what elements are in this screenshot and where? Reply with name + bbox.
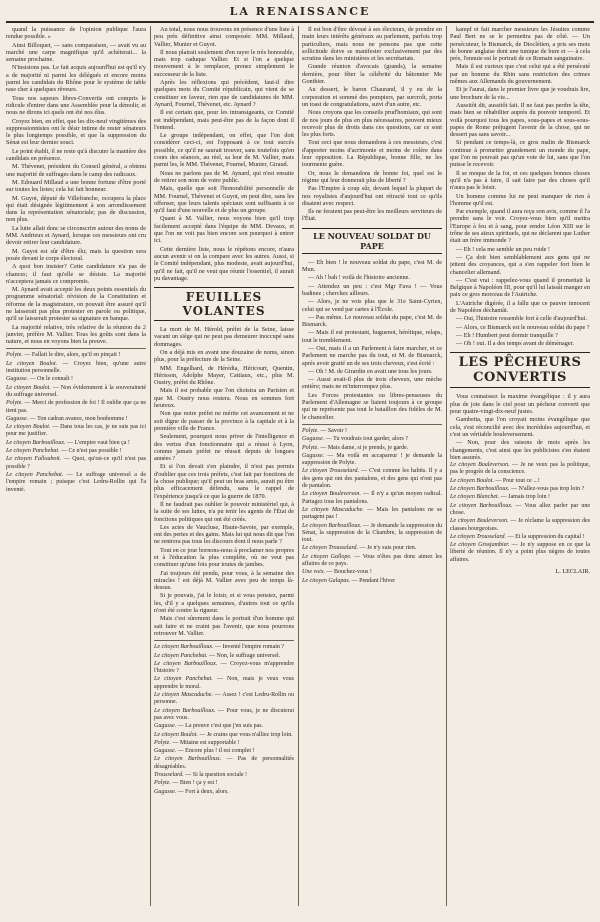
speech-text: Je ne veux pas la politique, pas le progrès de la conscience. [450, 462, 590, 476]
paragraph: — Oui, l'histoire ressemble fort à celle d'aujourd'hui. [456, 315, 588, 323]
speech-text: N'allez-vous pas trop loin ? [518, 486, 585, 493]
paragraph: N'insistons pas. Le fait acquis aujourd'hui est qu'il n'y a de majorité ni parmi les délégués et encore moins parmi les candidats du Rhône pour le système de table rase cher à quelques rêveurs. [6, 64, 146, 94]
paragraph: La lutte allait donc se circonscrire autour des noms de MM. Andrieux et Aynard, lorsque ces messieurs ont cru devoir retirer leur candidature. [6, 224, 146, 247]
speech-text: Je n'y suppose en ce que la liberté de réunion. Il n'y a point plus nègres de toutes affaires. [450, 542, 590, 563]
speaker-name: Le citoyen Mascaduche. [302, 506, 364, 513]
speaker-name: Le citoyen Barbouilloux. [154, 660, 218, 667]
paragraph: — Eh bien ! le nouveau soldat du pape, c'est M. de Mun. [302, 258, 442, 274]
dialogue-line: Une voix. — Bouchez-vous ! [302, 569, 372, 576]
dialogue-line: Le citoyen Barbouilloux. — N'allez-vous pas trop loin ? [450, 486, 585, 493]
speech-text: Il n'y a qu'un moyen radical. Partagez tous les pantalons. [302, 491, 442, 505]
dialogue-line: Gugusse. — Encore plus ! il est complet ! [154, 748, 255, 755]
paragraph: Le groupe indépendant, on effet, que l'on doit considérer ceci-ci, est l'opposant à ce tout succès possible, ce qu'il ne saurait trouver, sans toutefois qu'en cours des séances, au réel, sa leur de M. Vallier, mais parmi les, le MM. Thévenet, Fournel, Munier, Giraud. [154, 132, 294, 169]
speech-text: Quoi, qu'est-ce qu'il n'est pas possible ? [6, 456, 146, 470]
paragraph: Ils ne feraient pas peut-être les meilleurs serviteurs de l'État. [302, 208, 442, 223]
dialogue-line: Le citoyen Trousselard. — Et la suppression du capital ! [450, 533, 585, 540]
dialogue-line: Polyte. — Merci de profession de foi ! Il oublie que ça ne tient pas. [6, 400, 146, 414]
speaker-name: Le citoyen Barbouilloux. [450, 486, 510, 493]
speaker-name: Le citoyen Panchebat. [154, 676, 213, 683]
speech-text: Dans tous les cas, je ne suis pas ici pour me justifier. [6, 424, 146, 438]
speech-text: Ton cadran avance, mon bonhomme ! [37, 415, 128, 422]
speech-text: Bouchez-vous ! [334, 569, 372, 576]
paragraph: Tous nos sapeurs libres-Convertis ont compris le ridicule d'entrer dans une Assemblée pour la démolir, et nous ne dirons ici quels ont été nos élus. [6, 94, 146, 117]
speaker-name: Polyte. [154, 739, 171, 746]
dialogue-line: Trousselard. — Si la question sociale ! [154, 772, 248, 779]
speech-text: On le connaît ! [37, 376, 73, 383]
speech-text: Je crains que vous n'alliez trop loin. [206, 731, 293, 738]
column-rule [446, 26, 447, 906]
speaker-name: Le citoyen Trousselard. [450, 533, 507, 540]
paragraph: Gambetta, que l'on croyait moins évangélique que cela, s'est réconcilié avec des incrédules aujourd'hui, et c'est un véritable bouleversement. [450, 416, 590, 438]
masthead-rule [6, 21, 594, 23]
paragraph: Vous connaissez la maxime évangélique : il y aura plus de joie dans le ciel pour un pécheur converti que pour quatre-vingt-dix-neuf justes. [450, 393, 590, 416]
column-4 [450, 26, 590, 906]
speech-text: Je réclame la suppression des classes bourgeoises. [450, 518, 590, 532]
speech-text: Croyez-vous m'apprendre l'histoire ? [154, 660, 294, 675]
paragraph: M. Guyot, député de Villefranche, occupera la place qui était désignée légitimement à son arrondissement dans la représentation sénatoriale; pas de discussion, non plus. [6, 194, 146, 224]
paragraph: Mais il est probable que l'on choisira un Parisien et que M. Oustry nous restera. Nous en sommes fort heureux. [154, 387, 294, 410]
paragraph: M. Guyot est sûr d'être élu; mais la question sera posée devant le corps électoral. [6, 247, 146, 262]
dialogue-line: Le citoyen Trousselard. — Je n'y suis pour rien. [302, 545, 417, 552]
column-4-text [450, 26, 590, 347]
column-1 [6, 26, 146, 906]
speech-text: Pour tout ce ...! [502, 477, 540, 484]
speech-text: Ce n'est pas possible ! [68, 448, 122, 455]
dialogue-line: Le citoyen Barbouilloux. — Je demande la suppression du Sénat, la suppression de la Chambre, la suppression de tout. [302, 522, 442, 544]
dialogue-line: Le citoyen Bouleverson. — Il n'y a qu'un moyen radical. Partagez tous les pantalons. [302, 491, 442, 505]
paragraph: Il nous plairait seulement d'en rayer le très honorable, mais trop caduque Vallier. Et si l'on a quelque mouvement à le remplacer, prenez simplement le successeur de la liste. [154, 48, 294, 78]
speech-text: Vous allez parler par une chose. [450, 502, 590, 516]
dialogue-line: Le citoyen Boulot. — Pour tout ce ...! [450, 477, 540, 484]
dialogue-line: Polyte. — Bien ! ça y est ! [154, 780, 218, 787]
speaker-name: Le citoyen Panchebat. [6, 471, 64, 478]
dialogue-line: Le citoyen Panchebat. — Le suffrage universel a de l'empire romain ; puisque c'est Ledru-Rollin qui l'a inventé. [6, 471, 146, 493]
speech-text: Mitaine est supportable ! [179, 739, 240, 746]
speaker-name: Gugusse. [154, 748, 177, 755]
column-2-text [154, 26, 294, 282]
speaker-name: Le citoyen Barbouilloux. [154, 707, 216, 714]
speaker-name: Le citoyen Barbouilloux. [154, 644, 214, 651]
speaker-name: Gugusse. [6, 415, 29, 422]
dialogue-line: Le citoyen Panchebat. — Non, le suffrage universel. [154, 652, 281, 659]
speaker-name: Le citoyen Bouleverson. [450, 462, 510, 469]
column-1-dialogue [6, 352, 146, 493]
speaker-name: Le citoyen Panchebat. [154, 652, 208, 659]
dialogue-line: Le citoyen Boulot. — Dans tous les cas, je ne suis pas ici pour me justifier. [6, 424, 146, 438]
speaker-name: Polyte. [302, 427, 319, 434]
speaker-name: Polyte. [6, 400, 23, 407]
speaker-name: Le citoyen Boulot. [154, 731, 198, 738]
paragraph: On a déjà mis en avant une douzaine de noms, sinon plus, pour la préfecture de la Seine. [154, 348, 294, 364]
speech-text: Savoir ! [327, 427, 347, 434]
dialogue-line: Le citoyen Panchebat. — Non, mais je veux vous apprendre le moral. [154, 676, 294, 690]
paragraph: Le point établi, il ne reste qu'à discuter la manière des candidats en présence. [6, 147, 146, 163]
speech-text: Fort à deux, alors. [185, 788, 229, 795]
speech-text: Fallait le dire, alors, qu'il en pinçait ! [31, 352, 121, 359]
dialogue-line: Le citoyen Bouleverson. — Je ne veux pas la politique, pas le progrès de la conscience. [450, 462, 590, 476]
masthead: LA RENAISSANCE [229, 5, 371, 18]
paragraph: Non que notre préfet ne mérite cet avancement et ne soit digne de passer de la province à la capitale et à la première ville de France. [154, 410, 294, 432]
speech-text: Mais les pantalons ne se partagent pas ! [302, 506, 442, 521]
dialogue-line: Le citoyen Galapas. — Pendant l'hiver [302, 577, 396, 584]
dialogue-line: Le citoyen Panchebat. — Ce n'est pas possible ! [6, 448, 122, 455]
paragraph: Les actes de Vaucluse, Haute-Savoie, par exemple, ont des pertes et des gains. Mais lui qui nous dit que l'on ne rentrera pas tous les discours dont il nous parle ? [154, 523, 294, 546]
paragraph: Après les réflexions qui précèdent, faut-il dire quelques mots du Comité républicain, qui vient de se constituer en faveur, rien que de candidatures de MM. Aynard, Fournel, Thévenet, etc. Aynard ? [154, 79, 294, 108]
paragraph: — Oh ! M. de Girardin en avait une tous les jours. [308, 367, 433, 375]
speaker-name: Polyte. [6, 352, 23, 359]
speaker-name: Trousselard. [154, 772, 184, 779]
speaker-name: Gugusse. [302, 452, 325, 459]
paragraph: Il est bon d'être dévoué à ses électeurs, de prendre en main leurs intérêts généraux au parlement, parfois trop particuliers, mais nous ne pensons pas que cette sollicitude doive se manifester exclusivement par des scrutins dans les ministères et les secrétariats. [302, 26, 442, 63]
paragraph: MM. Engelhard, de Hérédia, Héricourt, Quentin, Hérisson, Adolphe Mayer, Cattiaux, etc., plus M. Oustry, préfet du Rhône. [154, 364, 294, 387]
speaker-name: Le citoyen Boulot. [6, 424, 51, 431]
paragraph: Seulement, pourquoi nous priver de l'intelligence et des vertus d'un fonctionnaire qui a réussi à Lyon, comme jamais préfet ne réussit depuis de longues années ? [154, 433, 294, 463]
paragraph: Tout ceci que nous demandons à ces messieurs, c'est d'apporter moins d'acrimonie et moins de colère dans leur opposition. La République, bonne fille, ne les tourmente guère. [302, 139, 442, 169]
paragraph: Si je pouvais, j'ai le loisir, et si vous pensiez, parmi les, d'il y a quelques semaines, d'autres tout ce qu'ils n'ont été contre la rigueur. [154, 592, 294, 615]
speaker-name: Le citoyen Mascaduche. [154, 692, 213, 699]
column-rule [298, 26, 299, 906]
dialogue-line: Le citoyen Barbouilloux. — Inventé l'empire romain ? [154, 644, 285, 651]
dialogue-line: Le citoyen Barbouilloux. — Pas de personnalités désagréables. [154, 756, 294, 770]
paragraph: Mais il est curieux que c'est celui qui a été persécuté par un homme du Rhin sans restriction des crimes mêmes aux Allemands du gouvernement. [450, 63, 590, 86]
speech-text: Encore plus ! il est complet ! [185, 748, 255, 755]
dialogue-line: Le citoyen Barbouilloux. — Vous allez parler par une chose. [450, 502, 590, 516]
paragraph: — Aussi avait-il plus de trois cheveux, une mèche entière; mais ne m'interrompez plus. [302, 376, 442, 391]
dialogue-line: Le citoyen Grosjambier. — Je n'y suppose en ce que la liberté de réunion. Il n'y a point plus nègres de toutes affaires. [450, 542, 590, 563]
paragraph: quand la puissance de l'opinion publique l'aura rendue possible. » [6, 26, 146, 41]
speaker-name: Le citoyen Bouleverson. [450, 518, 509, 525]
paragraph: Croyez bien, en effet, que les dix-neuf vingtièmes des suppressionnistes ont le désir intime de rester sénateurs le plus longtemps possible, et que la suppression du Sénat est leur dernier souci. [6, 117, 146, 147]
paragraph: Mais, quelle que soit l'honorabilité personnelle de MM. Fournel, Thévenet et Guyot, en peut dire, sans les offenser, que leurs talents spéciaux sont suffisants à ce qu'il faut d'une nouvelle et de plus un groupe. [154, 185, 294, 215]
speaker-name: Le citoyen Boulot. [450, 477, 494, 484]
dialogue-line: Le citoyen Boulot. — Croyez bien, qu'une autre institution personnelle. [6, 360, 146, 375]
speaker-name: Le citoyen Trousselard. [302, 545, 359, 552]
paragraph: Nous croyons que les conseils prud'homiaux, qui sont de nos jours de plus en plus nécessaires, peuvent mieux recevoir plus de droits dans ces questions, car ce sont les plus forts. [302, 109, 442, 139]
paragraph: Et je l'aurai, dans le premier livre que je voudrais lire, une brochure de la vie... [450, 86, 590, 101]
paragraph: — Attendez un peu : c'est Mgr Fava ! — Vous badinez ; cherchez ailleurs. [302, 282, 442, 297]
paragraph: Or, nous le demandons de bonne foi, quel est le régime qui leur donnerait plus de liberté ? [302, 169, 442, 184]
speaker-name: Le citoyen Panchebat. [6, 448, 60, 455]
speaker-name: Le citoyen Trousselard. [302, 468, 359, 475]
speaker-name: Gugusse. [302, 436, 325, 443]
speech-text: Le suffrage universel a de l'empire romain ; puisque c'est Ledru-Rollin qui l'a inventé. [6, 471, 146, 493]
speech-text: Et la suppression du capital ! [515, 533, 585, 540]
column-2 [154, 26, 294, 906]
speech-text: Non, mais je veux vous apprendre le moral. [154, 676, 294, 690]
dialogue-line: Le citoyen Trousselard. — C'est comme les habits. Il y a des gens qui ont des pantalons, et des gens qui n'ont pas de pantalon. [302, 468, 442, 490]
paragraph: kampf et fait marcher messieurs les Jésuites comme Paul Bert ne se le permettra pas de côté. — Un persécuteur, le Bismarck, de Dioclétien, a pris ses mots de bonne anglaise dont une tunique de bure et — à cela près, l'ennuie est le portrait de ce Romain sanguinaire. [450, 26, 590, 63]
paragraph: Cette dernière liste, nous le répétons encore, n'aura aucun avenir si on la compare avec les autres. Aussi, si le Comité indépendant, plus modeste, avait aujourd'hui, qu'il ne fait, qu'il ne veut que réunir l'essentiel, il aurait pu davantage. [154, 245, 294, 282]
section-title-soldat: LE NOUVEAU SOLDAT DU PAPE [302, 228, 442, 254]
speaker-name: Gugusse. [6, 376, 29, 383]
dialogue-line: Le citoyen Gallope. — Vous n'êtes pas donc aimez les affaires de ce pays. [302, 553, 442, 567]
paragraph: — Ça doit bien semblablement aux gens qui ne jettent des croyances, qui a s'en rappeler fort bien le chancelier allemand. [450, 253, 590, 276]
speaker-name: Le citoyen Galapas. [302, 577, 351, 584]
paragraph: M. Thévenet, président du Conseil général, a obtenu une majorité de suffrages dans le camp des radicaux. [6, 163, 146, 178]
paragraph: J'ai toujours été pendu, pour vous, à la semaine des miracles ! est déjà M. Vallier avec peu de temps là-dessus. [154, 569, 294, 592]
paragraph: Les Forces protestantes ou libres-penseuses du Parlement d'Allemagne se liaient toujours à ce groupe qui ne représente pas tout le bataillon des fidèles de M. le chancelier. [302, 391, 442, 421]
dialogue-line: Le citoyen Fallouboit. — Quoi, qu'est-ce qu'il n'est pas possible ? [6, 456, 146, 470]
speaker-name: Le citoyen Boulot. [6, 360, 58, 367]
paragraph: Nous ne parlons pas de M. Aynard, qui n'est ensuite de retirer son nom de votre public. [154, 169, 294, 184]
section-title-feuilles: FEUILLES VOLANTES [154, 287, 294, 321]
paragraph: — Alors, je ne vois plus que le 31e Saint-Cyrien, celui qui se vend par cartes à l'École. [302, 298, 442, 313]
paragraph: — Eh ! cela me semble un peu roide ! [456, 245, 550, 253]
speaker-name: Le citoyen Gallope. [302, 553, 352, 560]
dialogue-line: Le citoyen Barbouilloux. — Pour vous, je ne discuterai pas avec vous. [154, 707, 294, 721]
dialogue-line: Le citoyen Barbouilloux. — L'empire vaut bien ça ! [6, 439, 130, 446]
paragraph: — Mais il est protestant, huguenot, hérétique, relaps, tout le tremblement. [302, 329, 442, 344]
paragraph: Au total, nous nous trouvons en présence d'une liste à peu près définitive ainsi composée: MM. Millaud, Vallier, Munier et Guyot. [154, 26, 294, 48]
dialogue-line: Gugusse. — Ma voilà en accapareur ! je demande la suppression de Polyte. [302, 452, 442, 467]
paragraph: Il se moque de la foi, et ces quelques bonnes choses qu'il n'a pas à faire, il sait faire par des choses qu'il n'aura pas le loisir. [450, 169, 590, 192]
paragraph: Tout en ce jour bornons-nous à proclamer nos propres et à l'éducation la plus complète, où ne veut pas constituer qu'une fois pour toutes de jambes. [154, 546, 294, 569]
speaker-name: Le citoyen Barbouilloux. [450, 502, 513, 509]
speaker-name: Le citoyen Bouleverson. [302, 491, 361, 498]
paragraph: A quoi bon insister? Cette candidature n'a pas de chances; il faut qu'elle se désiste. La majorité n'acceptera jamais ce compromis. [6, 263, 146, 285]
dialogue-line: Le citoyen Mascaduche. — Assez ! c'est Ledru-Rollin ou personne. [154, 692, 294, 706]
paragraph: — Eh ! Humbert peut dormir tranquille ? [456, 331, 558, 339]
column-divider [302, 424, 442, 425]
speech-text: Bien ! ça y est ! [179, 780, 218, 787]
dialogue-line: Polyte. — Fallait le dire, alors, qu'il en pinçait ! [6, 352, 121, 359]
dialogue-line: Gugusse. — On le connaît ! [6, 376, 73, 383]
speaker-name: Polyte. [154, 780, 171, 787]
paragraph: Mais c'est sûrement dans le portrait d'un homme qui sait faire et ne craint pas l'avenir, que nous pourrons retrouver M. Vallier. [154, 615, 294, 637]
dialogue-line: Polyte. — Savoir ! [302, 427, 347, 434]
dialogue-line: Gugusse. — Tu voudrais tout garder, alors ? [302, 436, 408, 443]
speaker-name: Une voix. [302, 569, 325, 576]
dialogue-line: Polyte. — Mitaine est supportable ! [154, 739, 240, 746]
column-2-text-b [154, 326, 294, 637]
paragraph: Aussitôt dit, aussitôt fait. Il ne faut pas perdre la tête, mais bien se réhabiliter auprès du pouvoir temporel. Et voilà pourquoi tous les papes, sous-papes et sous-sous-papes de Rome préjugent l'avenir de la chose, qui ne dessert pas sans savoir... [450, 101, 590, 139]
paragraph: M. Edouard Millaud a une bonne fortune d'être porté sur toutes les listes; cela lui fait honneur. [6, 178, 146, 194]
speech-text: Non, le suffrage universel. [216, 652, 281, 659]
speech-text: Croyez bien, qu'une autre institution personnelle. [6, 360, 146, 375]
column-3-dialogue [302, 428, 442, 585]
speech-text: L'empire vaut bien ça ! [74, 439, 130, 446]
section-title-pecheurs: LES PÊCHEURS CONVERTIS [450, 352, 590, 388]
paragraph: Il ne faudrait pas oublier le pouvoir ministériel qui, à la suite de ses luttes, n'a pu tenir les agents de l'État de fonctions politiques qui ont été créés. [154, 500, 294, 523]
paragraph: L'Autriche digérée, il a fallu que ce pauvre innocent de Napoléon déchantât. [450, 299, 590, 314]
paragraph: — Pas même. Le nouveau soldat du pape, c'est M. de Bismarck. [302, 313, 442, 329]
speaker-name: Gugusse. [154, 723, 177, 730]
speech-text: C'est comme les habits. Il y a des gens qui ont des pantalons, et des gens qui n'ont pas de pantalon. [302, 468, 442, 490]
speech-text: Pour vous, je ne discuterai pas avec vous. [154, 707, 294, 721]
speech-text: Tu voudrais tout garder, alors ? [333, 436, 408, 443]
speaker-name: Le citoyen Boulot. [6, 384, 51, 391]
column-3-text [302, 26, 442, 223]
dialogue-line: Le citoyen Boulot. — Non évidemment à la souveraineté du suffrage universel. [6, 384, 146, 398]
speech-text: Assez ! c'est Ledru-Rollin ou personne. [154, 692, 294, 706]
speech-text: Merci de profession de foi ! Il oublie que ça ne tient pas. [6, 400, 146, 414]
paragraph: Par exemple, quand il aura reçu son avis, comme il l'a prendre sans le voir. Croyez-vous bien qu'il mettra l'Europe à feu et à sang, pour rendre Léon XIII sur le trône de ses aïeux spirituels, qui ne déclarent que Luther était un frère immonde ? [450, 208, 590, 245]
column-rule [150, 26, 151, 906]
speaker-name: Le citoyen Barbouilloux. [302, 522, 362, 529]
speaker-name: Le citoyen Barbouilloux. [6, 439, 66, 446]
paragraph: Un homme comme lui ne peut manquer de rien à l'homme qu'il est. [450, 192, 590, 207]
paragraph: — C'est vrai : rappelez-vous quand il promettait la Belgique à Napoléon III, pour qu'il lui laissât manger en paix ce gros morceau de l'Autriche. [450, 276, 590, 299]
speech-text: Jamais trop loin ! [508, 494, 550, 501]
paragraph: Ainsi Billoquet, — sans comparaison, — avait vu au marché une carpe magnifique qu'il achèterait... la semaine prochaine. [6, 41, 146, 64]
paragraph: — Ah ! bah ! voilà de l'histoire ancienne. [308, 274, 410, 282]
speaker-name: Le citoyen Fallouboit. [6, 456, 62, 463]
paragraph: La mort de M. Hérold, préfet de la Seine, laisse vacant un siège qui ne peut pas demeurer inoccupé sans dommages. [154, 326, 294, 348]
paragraph: Grande réunion d'avocats (grands), la semaine dernière, pour fêter la célébrité du bâtonnier Me Gonthier. [302, 63, 442, 86]
paragraph: Et si l'on devait s'en plaindre, il n'est pas permis d'oublier que ces trois préfets, c'est fait par fonctions de la chose publique; qu'il peut un bras amis, aurait pu être plus efficacement défendu, sans le rappel de l'expérience jusqu'à ce que la guerre de 1870. [154, 463, 294, 500]
paragraph: Au dessert, le baron Chaurand, il y eu de la corporation et sommé des pompiers, par surcroît, porta un toast de congratulations, suivi d'un autre, etc. [302, 86, 442, 108]
speech-text: Vous n'êtes pas donc aimez les affaires de ce pays. [302, 553, 442, 567]
speaker-name: Le citoyen Grosjambier. [450, 542, 510, 549]
speech-text: Si la question sociale ! [192, 772, 248, 779]
speech-text: Ma voilà en accapareur ! je demande la suppression de Polyte. [302, 452, 442, 467]
speech-text: Non évidemment à la souveraineté du suffrage universel. [6, 384, 146, 398]
speech-text: Pendant l'hiver [359, 577, 396, 584]
speaker-name: Le citoyen Barbouilloux. [154, 756, 222, 763]
column-4-text-b [450, 393, 590, 461]
paragraph: La majorité relative, très relative de la réunion du 2 janvier, préfère M. Vallier. Tous les goûts sont dans la nature, et nous en voyons bien la preuve. [6, 323, 146, 346]
column-3-text-b [302, 259, 442, 421]
dialogue-line: Le citoyen Barbouilloux. — Croyez-vous m'apprendre l'histoire ? [154, 660, 294, 675]
paragraph: Si pendant ce temps-là, ce gros malin de Bismarck continue à promettre grandement un monde du pape, que l'on ne pouvait pas qu'un vote de lui, sans que l'on puisse le recevoir. [450, 139, 590, 169]
paragraph: — Oh ! oui. Il a des temps avant de déménager. [456, 340, 574, 348]
paragraph: Pas l'Empire à coup sûr, devant lequel la plupart de nos royalistes d'aujourd'hui ont rétracté tout ce qu'ils disaient avec respect. [302, 185, 442, 207]
speech-text: La preuve c'est que j'en suis pas. [185, 723, 264, 730]
paragraph: Quant à M. Vallier, nous voyons bien qu'il trop facilement accepté dans l'équipe de MM. Devaux, et que l'on ne voit pas bien encore son pourquoi à entrer ici. [154, 215, 294, 245]
column-1-text [6, 26, 146, 345]
dialogue-line: Gugusse. — Fort à deux, alors. [154, 788, 229, 795]
speech-text: Pas de personnalités désagréables. [154, 756, 294, 770]
speaker-name: Polyte. [302, 444, 319, 451]
paragraph: Il est certain que, pour les intransigeants, ce Comité est indépendant, mais peut-être pas de la façon dont il l'entend. [154, 109, 294, 131]
speech-text: Je demande la suppression du Sénat, la suppression de la Chambre, la suppression de tout. [302, 522, 442, 544]
article-signature: L. LECLAIR. [555, 568, 590, 575]
column-divider [6, 348, 146, 349]
speech-text: Mais dame, si je prends, je garde. [327, 444, 409, 451]
dialogue-line: Le citoyen Boulot. — Je crains que vous n'alliez trop loin. [154, 731, 293, 738]
dialogue-line: Gugusse. — Ton cadran avance, mon bonhomme ! [6, 415, 128, 422]
speaker-name: Le citoyen Blanchet. [450, 494, 500, 501]
dialogue-line: Polyte. — Mais dame, si je prends, je garde. [302, 444, 409, 451]
dialogue-line: Le citoyen Blanchet. — Jamais trop loin ! [450, 494, 550, 501]
column-divider [154, 640, 294, 641]
paragraph: M. Aynard avait accepté les deux points essentiels du programme sénatorial: révision de la Constitution et réforme de la magistrature, on pouvait être assuré qu'il ne laisserait pas plus protester en parole ou politique, qu'il se laisserait protester sa signature en banque. [6, 286, 146, 323]
speech-text: Inventé l'empire romain ? [222, 644, 285, 651]
newspaper-page [6, 4, 594, 918]
dialogue-line: Gugusse. — La preuve c'est que j'en suis pas. [154, 723, 264, 730]
column-2-dialogue [154, 644, 294, 796]
speech-text: Je n'y suis pour rien. [367, 545, 417, 552]
paragraph: — Oui, mais il a un Parlement à faire marcher, et ce Parlement ne marche pas du tout, et M. de Bismarck, après avoir gratté un de ses trois cheveux, s'est écrié : [302, 344, 442, 367]
dialogue-line: Le citoyen Bouleverson. — Je réclame la suppression des classes bourgeoises. [450, 518, 590, 532]
column-4-dialogue [450, 462, 590, 564]
column-3 [302, 26, 442, 906]
dialogue-line: Le citoyen Mascaduche. — Mais les pantalons ne se partagent pas ! [302, 506, 442, 521]
speaker-name: Gugusse. [154, 788, 177, 795]
paragraph: — Non, pour des raisons de mois après les changements, c'est ainsi que les publicistes s'en étaient bien assurés. [450, 439, 590, 461]
paragraph: — Alors, ce Bismarck est le nouveau soldat du pape ? [456, 323, 590, 331]
